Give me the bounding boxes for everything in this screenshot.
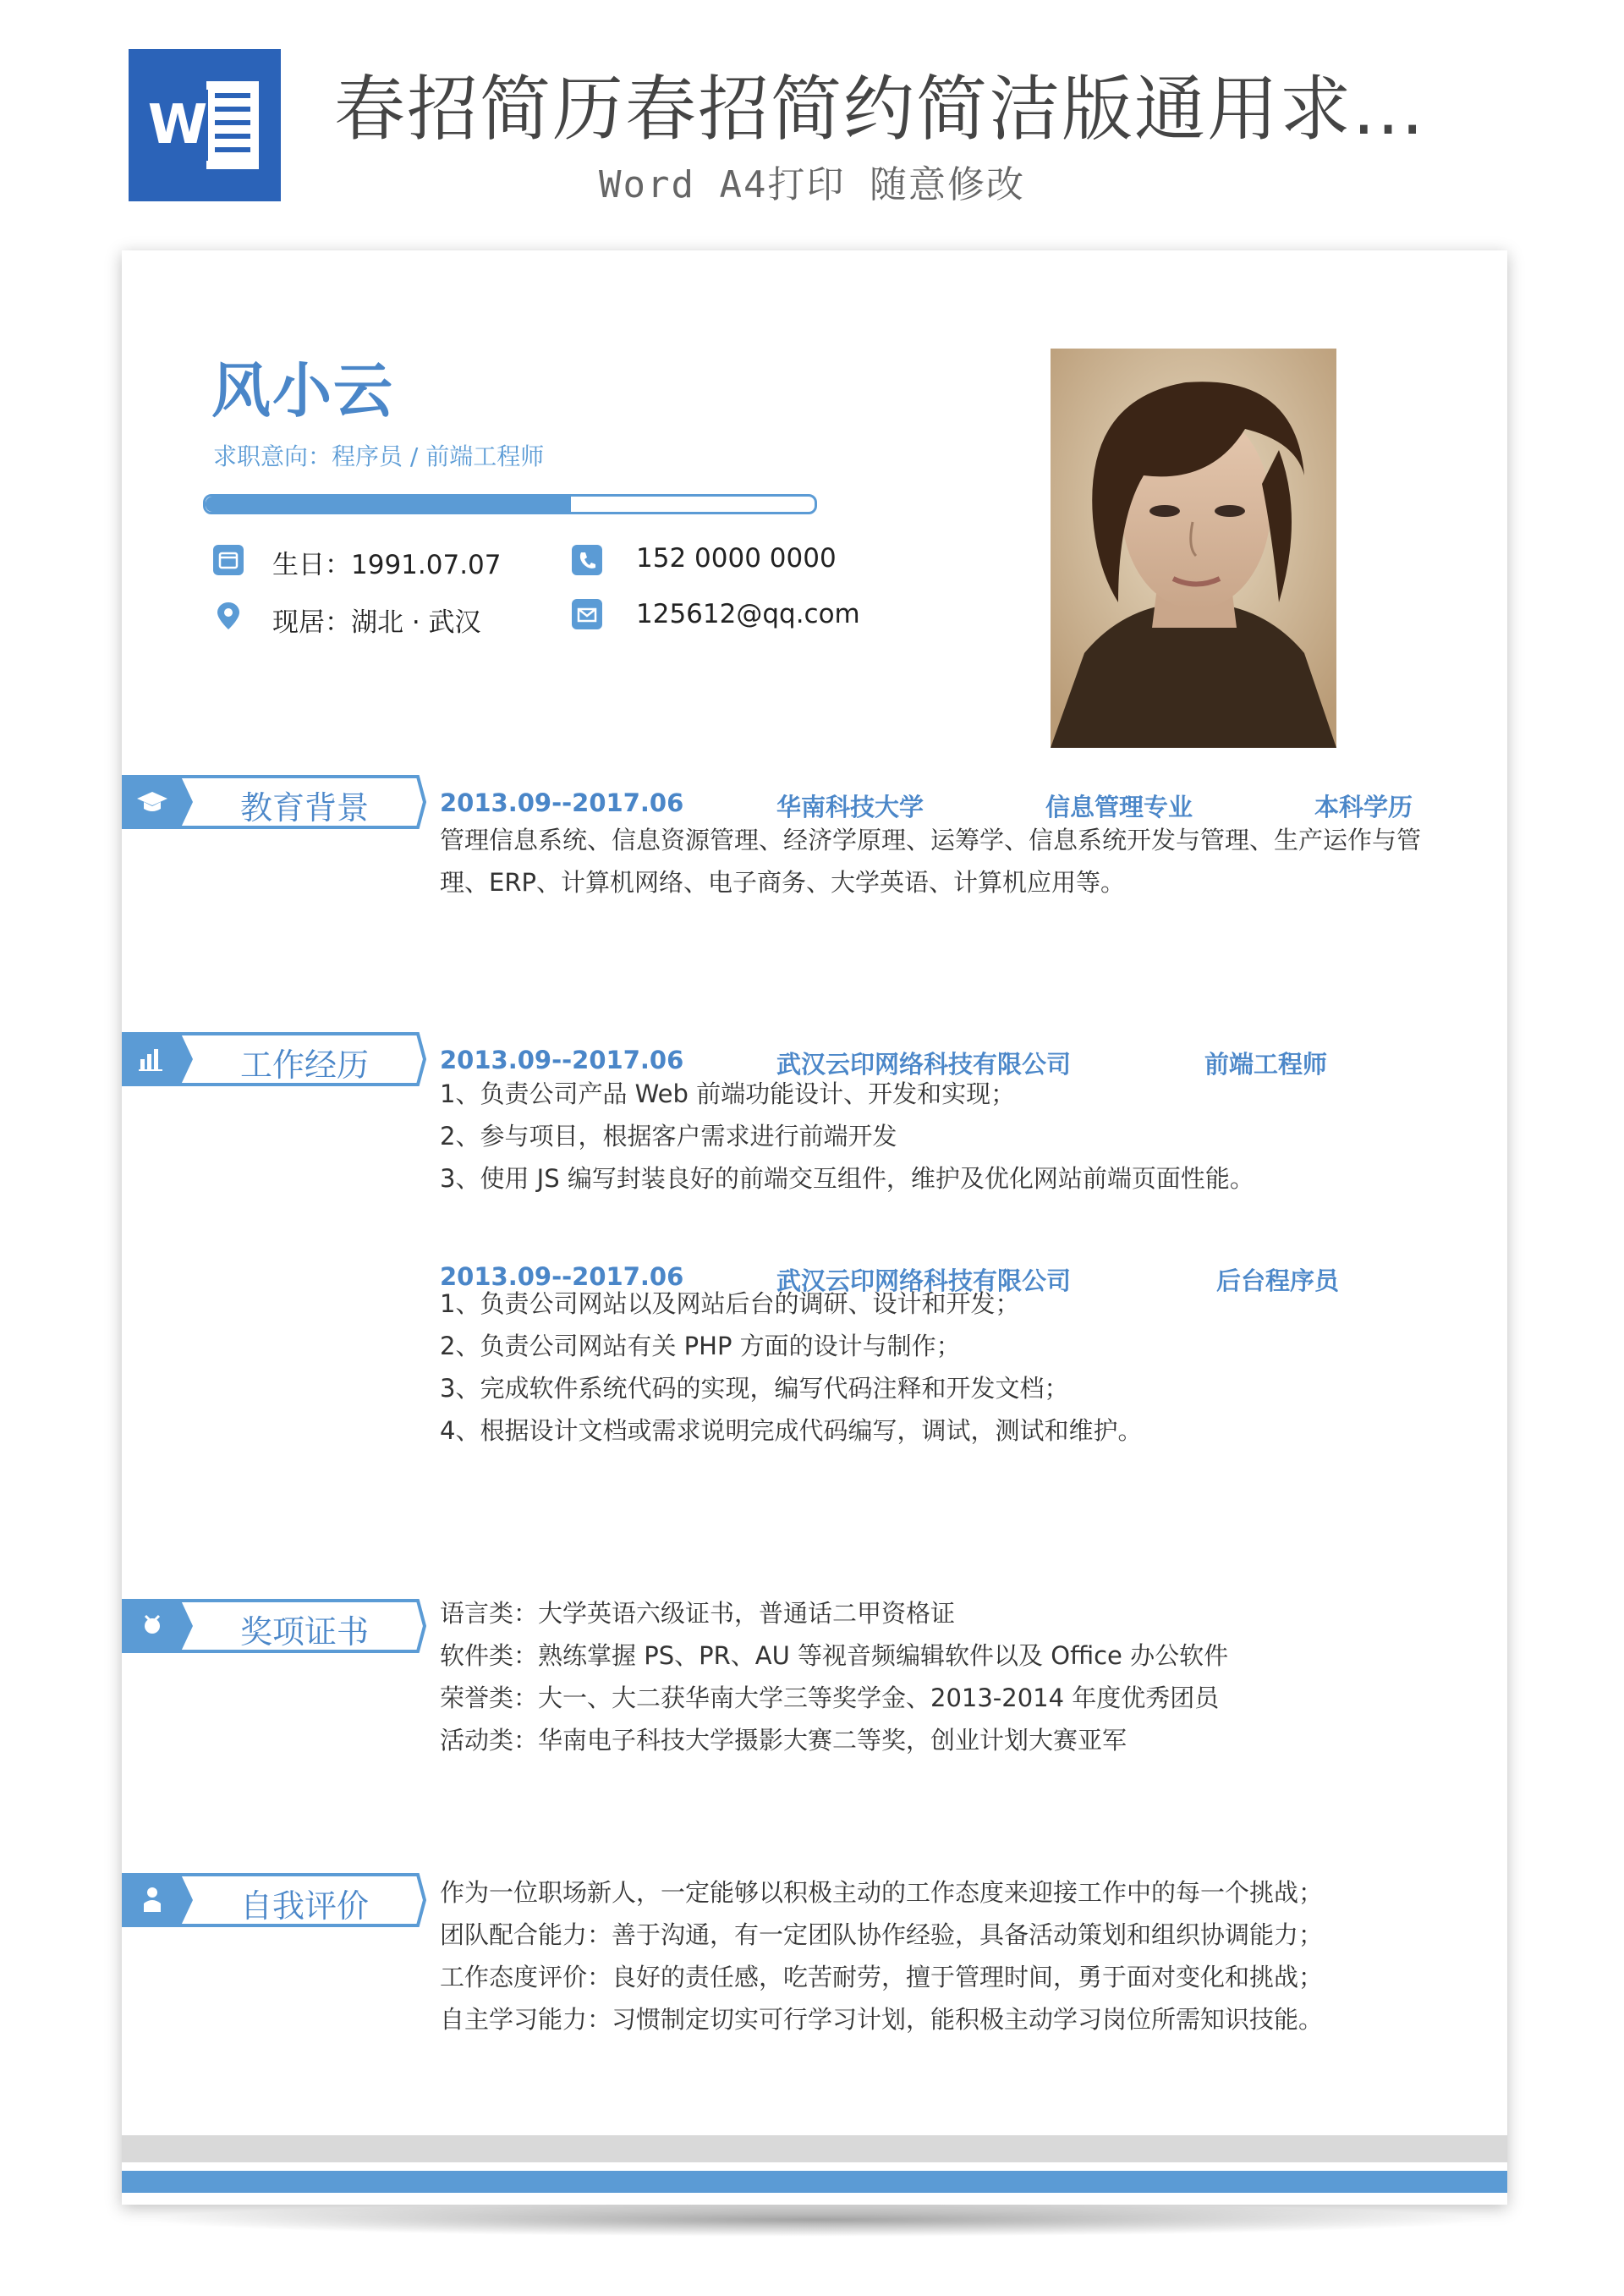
self-evaluation-line: 自主学习能力：习惯制定切实可行学习计划，能积极主动学习岗位所需知识技能。 bbox=[440, 2005, 1324, 2034]
location-pin-icon bbox=[213, 601, 244, 631]
document-subtitle: Word A4打印 随意修改 bbox=[599, 163, 1025, 206]
section-tab-education bbox=[122, 775, 426, 829]
section-title-work: 工作经历 bbox=[240, 1046, 370, 1084]
self-evaluation-line: 团队配合能力：善于沟通，有一定团队协作经验，具备活动策划和组织协调能力； bbox=[440, 1920, 1324, 1949]
job-duty-line: 3、使用 JS 编写封装良好的前端交互组件，维护及优化网站前端页面性能。 bbox=[440, 1164, 1254, 1193]
education-school: 华南科技大学 bbox=[776, 793, 924, 821]
header-progress-fill bbox=[206, 497, 571, 512]
job-company: 武汉云印网络科技有限公司 bbox=[776, 1266, 1072, 1295]
job-duty-line: 4、根据设计文档或需求说明完成代码编写，调试，测试和维护。 bbox=[440, 1416, 1143, 1445]
footer-gray-band bbox=[122, 2135, 1507, 2162]
education-major: 信息管理专业 bbox=[1045, 793, 1193, 821]
document-title: 春招简历春招简约简洁版通用求... bbox=[334, 68, 1426, 151]
job-intent: 求职意向：程序员 / 前端工程师 bbox=[213, 442, 545, 470]
job-period: 2013.09--2017.06 bbox=[440, 1046, 684, 1074]
profile-photo bbox=[1051, 349, 1336, 748]
job-duty-line: 1、负责公司产品 Web 前端功能设计、开发和实现； bbox=[440, 1079, 1016, 1108]
person-icon bbox=[134, 1883, 171, 1917]
phone-icon bbox=[572, 545, 602, 575]
phone-number: 152 0000 0000 bbox=[636, 543, 837, 574]
section-tab-awards bbox=[122, 1599, 426, 1653]
job-duty-line: 1、负责公司网站以及网站后台的调研、设计和开发； bbox=[440, 1289, 1020, 1318]
birth-date: 生日：1991.07.07 bbox=[272, 550, 502, 580]
candidate-name: 风小云 bbox=[211, 356, 394, 426]
self-evaluation-line: 工作态度评价：良好的责任感，吃苦耐劳，擅于管理时间，勇于面对变化和挑战； bbox=[440, 1963, 1324, 1991]
job-role: 前端工程师 bbox=[1204, 1050, 1328, 1079]
job-period: 2013.09--2017.06 bbox=[440, 1262, 684, 1291]
calendar-icon bbox=[213, 545, 244, 575]
email-icon bbox=[572, 599, 602, 629]
award-line: 活动类：华南电子科技大学摄影大赛二等奖，创业计划大赛亚军 bbox=[440, 1726, 1127, 1755]
section-tab-self-evaluation bbox=[122, 1873, 426, 1927]
header-progress-bar bbox=[203, 494, 817, 514]
job-company: 武汉云印网络科技有限公司 bbox=[776, 1050, 1072, 1079]
education-period: 2013.09--2017.06 bbox=[440, 788, 684, 817]
medal-icon bbox=[134, 1609, 171, 1643]
education-course-line: 理、ERP、计算机网络、电子商务、大学英语、计算机应用等。 bbox=[440, 868, 1125, 897]
current-location: 现居：湖北 · 武汉 bbox=[272, 607, 481, 638]
award-line: 语言类：大学英语六级证书，普通话二甲资格证 bbox=[440, 1599, 956, 1628]
education-degree: 本科学历 bbox=[1314, 793, 1413, 821]
education-course-line: 管理信息系统、信息资源管理、经济学原理、运筹学、信息系统开发与管理、生产运作与管 bbox=[440, 826, 1422, 854]
graduation-cap-icon bbox=[134, 785, 171, 819]
section-title-self-evaluation: 自我评价 bbox=[240, 1887, 370, 1925]
job-duty-line: 2、负责公司网站有关 PHP 方面的设计与制作； bbox=[440, 1332, 961, 1360]
section-title-awards: 奖项证书 bbox=[240, 1613, 370, 1651]
self-evaluation-line: 作为一位职场新人，一定能够以积极主动的工作态度来迎接工作中的每一个挑战； bbox=[440, 1878, 1324, 1907]
paper-drop-shadow bbox=[144, 2203, 1489, 2237]
footer-blue-band bbox=[122, 2171, 1507, 2193]
resume-page bbox=[122, 250, 1507, 2205]
section-tab-work bbox=[122, 1032, 426, 1086]
award-line: 荣誉类：大一、大二获华南大学三等奖学金、2013-2014 年度优秀团员 bbox=[440, 1684, 1220, 1712]
section-title-education: 教育背景 bbox=[240, 789, 370, 827]
job-duty-line: 2、参与项目，根据客户需求进行前端开发 bbox=[440, 1122, 897, 1151]
email-address: 125612@qq.com bbox=[636, 599, 860, 629]
job-role: 后台程序员 bbox=[1216, 1266, 1340, 1295]
award-line: 软件类：熟练掌握 PS、PR、AU 等视音频编辑软件以及 Office 办公软件 bbox=[440, 1641, 1229, 1670]
bar-chart-icon bbox=[134, 1042, 171, 1076]
job-duty-line: 3、完成软件系统代码的实现，编写代码注释和开发文档； bbox=[440, 1374, 1069, 1403]
word-letter-badge: W bbox=[147, 90, 208, 161]
